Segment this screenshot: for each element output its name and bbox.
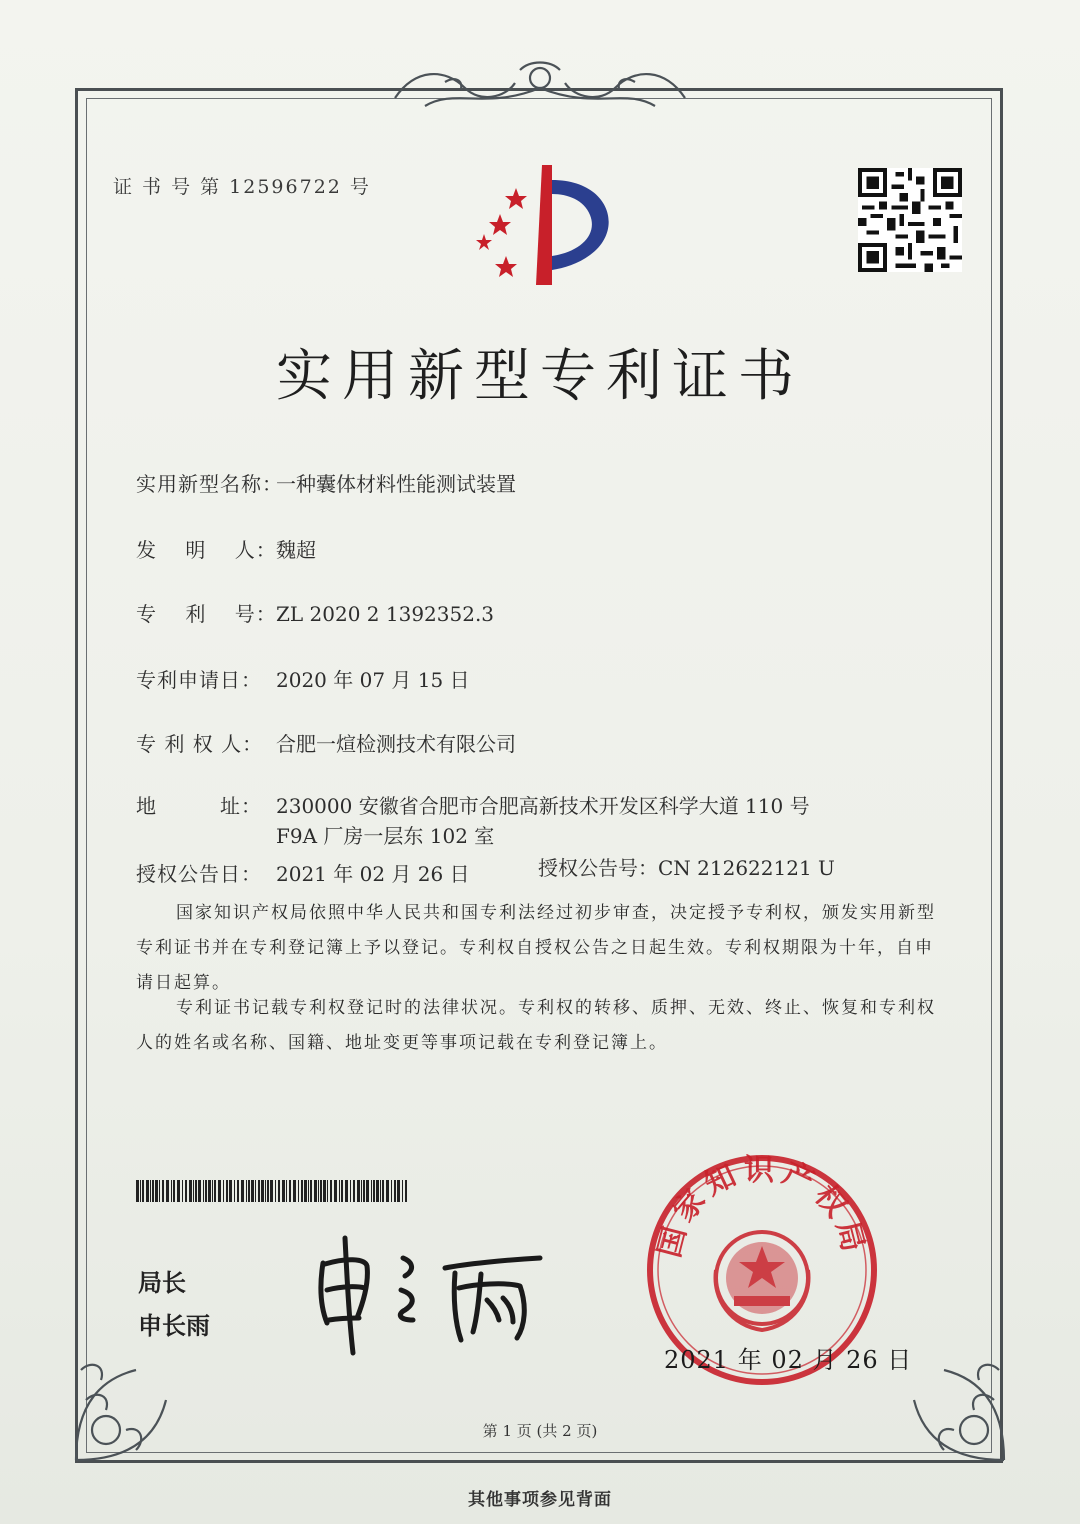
address-label: 地 址： [136,794,262,818]
utility-model-name-value: 一种囊体材料性能测试装置 [276,472,516,496]
signatory-role: 局长 [138,1268,186,1297]
grant-publication-number-value: CN 212622121 U [658,856,835,880]
signatory-name: 申长雨 [138,1311,210,1340]
patentee-value: 合肥一煊检测技术有限公司 [276,732,516,756]
filing-date-label: 专利申请日： [136,668,262,692]
page-indicator: 第 1 页 (共 2 页) [482,1422,598,1440]
patent-number-label: 专 利 号： [136,602,277,626]
grant-date-label: 授权公告日： [136,862,262,886]
patent-number-row [136,598,494,627]
inventor-value: 魏超 [276,538,316,562]
statement-paragraph-1: 国家知识产权局依照中华人民共和国专利法经过初步审查，决定授予专利权，颁发实用新型专利证书并在专利登记簿上予以登记。专利权自授权公告之日起生效。专利权期限为十年，自申请日起算。 [136,903,936,993]
statement-paragraph-2: 专利证书记载专利权登记时的法律状况。专利权的转移、质押、无效、终止、恢复和专利权人的姓名或名称、国籍、地址变更等事项记载在专利登记簿上。 [136,998,936,1053]
patentee-row [136,728,516,757]
address-line1: 230000 安徽省合肥市合肥高新技术开发区科学大道 110 号 [276,794,810,818]
cnipa-logo [460,160,630,290]
address-row [136,790,810,819]
top-ornament [385,58,695,116]
handwritten-signature [305,1228,555,1358]
utility-model-name-row [136,468,516,497]
filing-date-row [136,664,470,693]
grant-publication-number [538,852,835,881]
seal-date: 2021 年 02 月 26 日 [664,1346,913,1374]
certificate-title: 实用新型专利证书 [276,344,804,409]
footer-note: 其他事项参见背面 [468,1490,612,1510]
address-line2: F9A 厂房一层东 102 室 [276,824,495,848]
inventor-label: 发 明 人： [136,538,277,562]
grant-publication-number-label: 授权公告号： [538,856,658,880]
qr-code [858,168,962,272]
grant-date-row [136,858,470,887]
patent-number-value: ZL 2020 2 1392352.3 [276,602,495,626]
certificate-number: 证 书 号 第 12596722 号 [113,176,371,198]
grant-date-value: 2021 年 02 月 26 日 [276,862,470,886]
utility-model-name-label: 实用新型名称： [136,472,283,496]
patentee-label: 专 利 权 人： [136,732,264,756]
barcode [136,1180,408,1202]
inventor-row [136,534,316,563]
bottom-left-ornament [66,1340,196,1470]
filing-date-value: 2020 年 07 月 15 日 [276,668,470,692]
seal-text: 国家知识产权局 [651,1153,873,1261]
